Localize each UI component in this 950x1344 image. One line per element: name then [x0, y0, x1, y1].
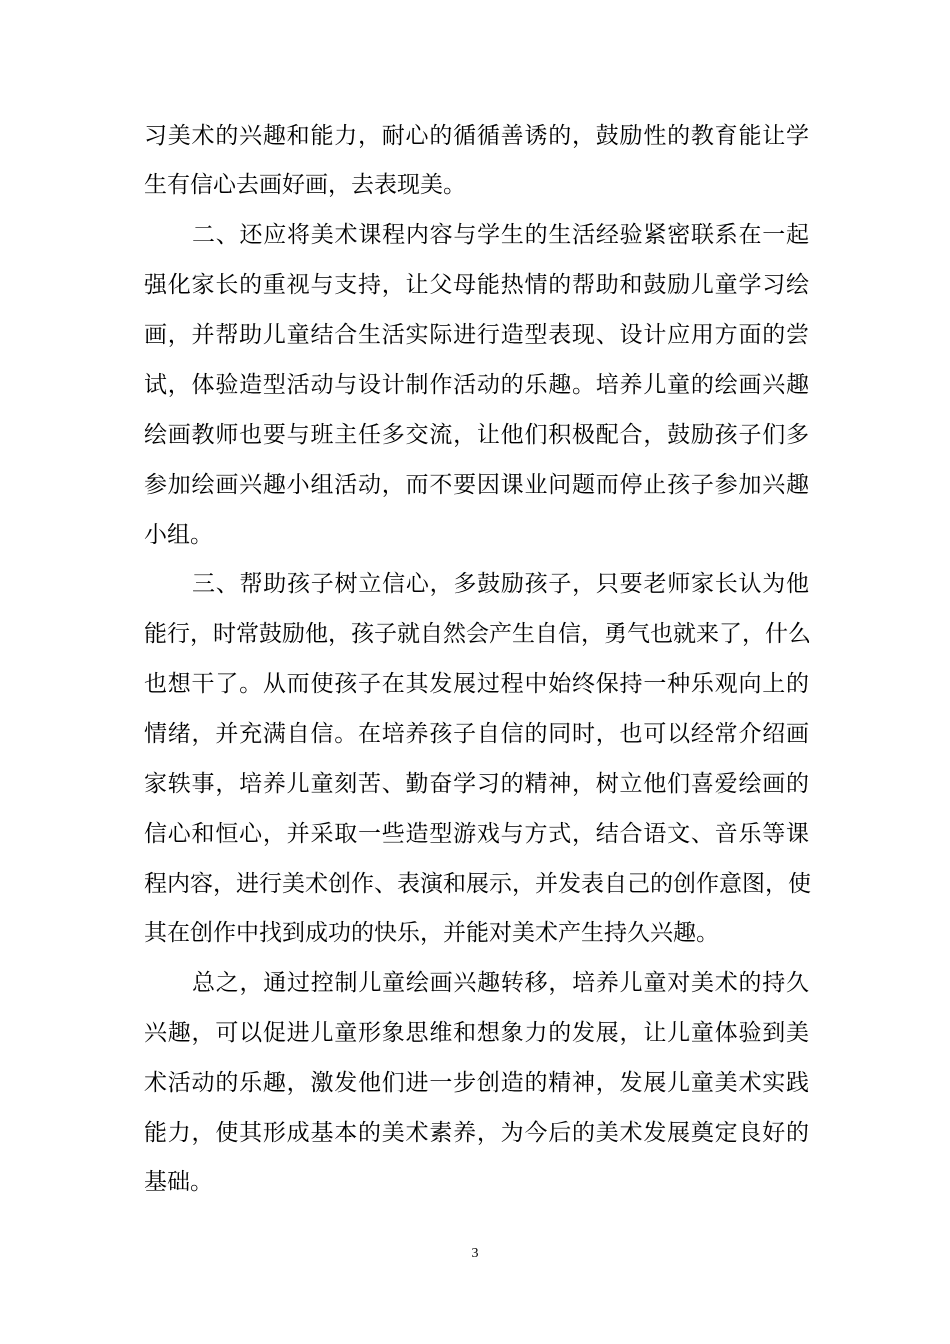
paragraph-2-line-7: 小组。 [144, 522, 213, 548]
paragraph-2-line-3: 画，并帮助儿童结合生活实际进行造型表现、设计应用方面的尝 [144, 322, 809, 348]
paragraph-3-line-8: 其在创作中找到成功的快乐，并能对美术产生持久兴趣。 [144, 920, 719, 946]
paragraph-2-line-1: 二、还应将美术课程内容与学生的生活经验紧密联系在一起 [192, 222, 809, 248]
paragraph-3-line-6: 信心和恒心，并采取一些造型游戏与方式，结合语文、音乐等课 [144, 821, 809, 847]
paragraph-3-line-2: 能行，时常鼓励他，孩子就自然会产生自信，勇气也就来了，什么 [144, 621, 811, 647]
paragraph-3-line-1: 三、帮助孩子树立信心，多鼓励孩子，只要老师家长认为他 [192, 571, 809, 597]
paragraph-2-line-2: 强化家长的重视与支持，让父母能热情的帮助和鼓励儿童学习绘 [144, 272, 809, 298]
paragraph-2-line-6: 参加绘画兴趣小组活动，而不要因课业问题而停止孩子参加兴趣 [144, 472, 809, 498]
paragraph-3-line-7: 程内容，进行美术创作、表演和展示，并发表自己的创作意图，使 [144, 871, 811, 897]
paragraph-4-line-2: 兴趣，可以促进儿童形象思维和想象力的发展，让儿童体验到美 [144, 1020, 809, 1046]
paragraph-3-line-5: 家轶事，培养儿童刻苦、勤奋学习的精神，树立他们喜爱绘画的 [144, 771, 809, 797]
paragraph-1-line-1: 习美术的兴趣和能力，耐心的循循善诱的，鼓励性的教育能让学 [144, 123, 809, 149]
paragraph-4-line-4: 能力，使其形成基本的美术素养，为今后的美术发展奠定良好的 [144, 1120, 809, 1146]
paragraph-3-line-4: 情绪，并充满自信。在培养孩子自信的同时，也可以经常介绍画 [144, 721, 809, 747]
page-number: 3 [471, 1246, 479, 1261]
paragraph-3-line-3: 也想干了。从而使孩子在其发展过程中始终保持一种乐观向上的 [144, 671, 809, 697]
paragraph-4-line-1: 总之，通过控制儿童绘画兴趣转移，培养儿童对美术的持久 [192, 970, 809, 996]
paragraph-2-line-4: 试，体验造型活动与设计制作活动的乐趣。培养儿童的绘画兴趣 [144, 372, 809, 398]
paragraph-2-line-5: 绘画教师也要与班主任多交流，让他们积极配合，鼓励孩子们多 [144, 422, 809, 448]
paragraph-4-line-5: 基础。 [144, 1169, 213, 1195]
paragraph-4-line-3: 术活动的乐趣，激发他们进一步创造的精神，发展儿童美术实践 [144, 1070, 809, 1096]
paragraph-1-line-2: 生有信心去画好画，去表现美。 [144, 172, 466, 198]
